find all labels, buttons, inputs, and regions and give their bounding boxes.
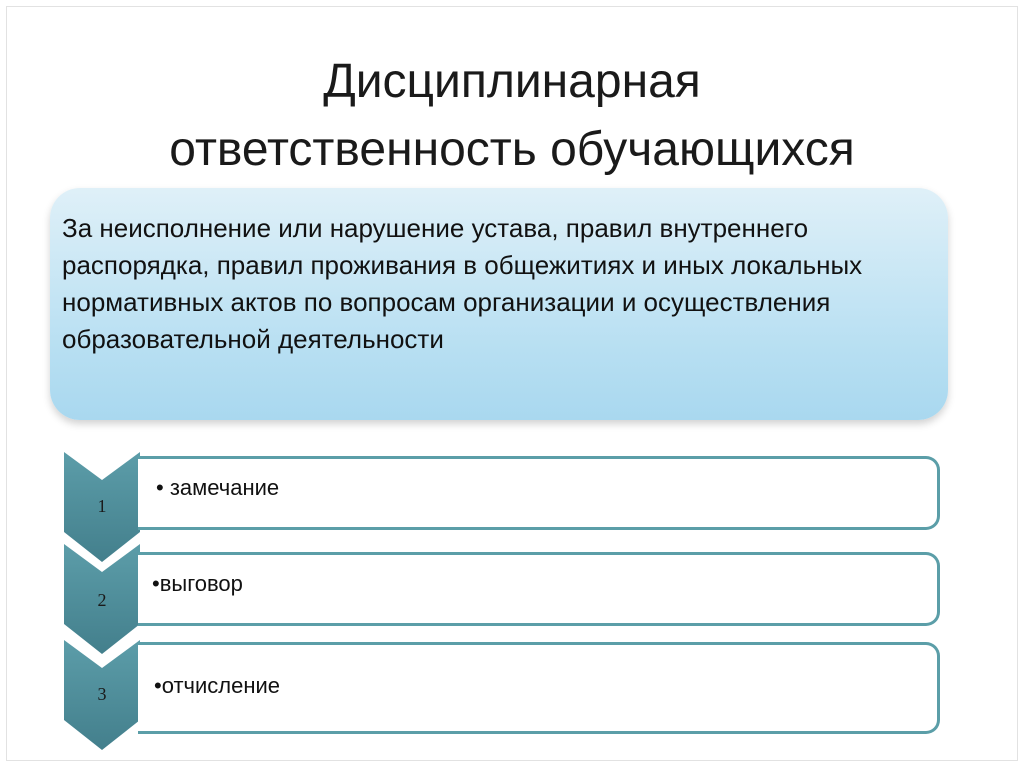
- step-number-1: 1: [97, 496, 107, 516]
- title-line-1: Дисциплинарная: [323, 55, 701, 108]
- step-number-3: 3: [97, 684, 107, 704]
- step-box-3: [138, 642, 940, 734]
- title-line-2: ответственность обучающихся: [169, 123, 855, 176]
- description-text: За неисполнение или нарушение устава, правил внутреннего распорядка, правил проживания в общежитиях и иных локальных нормативных актов по вопросам организации и осуществления образовательной деятельности: [62, 213, 863, 354]
- step-text-1: • замечание: [156, 475, 280, 500]
- description-box: [50, 188, 948, 420]
- step-box-1: [138, 456, 940, 530]
- step-text-2: •выговор: [152, 571, 243, 596]
- slide-title: [0, 48, 1024, 184]
- step-number-2: 2: [97, 590, 107, 610]
- step-chevron-3: [64, 640, 140, 750]
- step-box-2: [138, 552, 940, 626]
- step-text-3: •отчисление: [154, 673, 281, 698]
- step-chevron-2: [64, 544, 140, 654]
